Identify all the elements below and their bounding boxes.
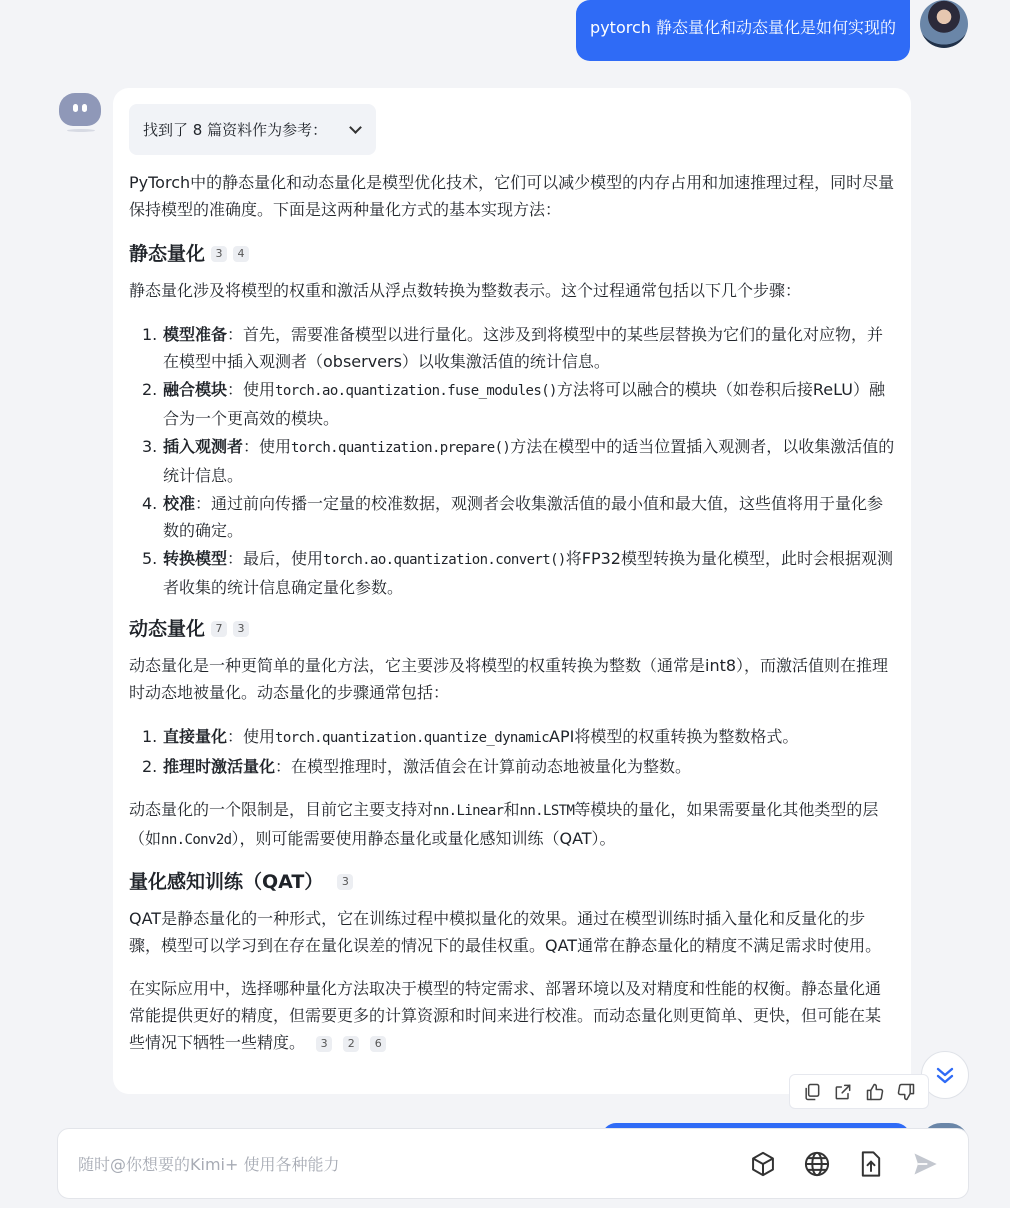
dynamic-description: 动态量化是一种更简单的量化方法，它主要涉及将模型的权重转换为整数（通常是int8），而激活值则在推理时动态地被量化。动态量化的步骤通常包括： (129, 656, 889, 702)
user-avatar[interactable] (920, 0, 968, 48)
globe-icon (803, 1150, 831, 1178)
list-item: 3. 插入观测者：使用torch.quantization.prepare()方法在模型中的适当位置插入观测者，以收集激活值的统计信息。 (142, 437, 895, 485)
inline-code: torch.quantization.quantize_dynamic (275, 730, 550, 746)
references-toggle[interactable] (129, 104, 376, 155)
list-item: 5. 转换模型：最后，使用torch.ao.quantization.convert()将FP32模型转换为量化模型，此时会根据观测者收集的统计信息确定量化参数。 (142, 549, 893, 597)
citation-badge[interactable]: 2 (343, 1036, 359, 1052)
section-heading-qat: 量化感知训练（QAT） 3 (129, 868, 895, 896)
message-actions-bar (789, 1074, 929, 1109)
thumbs-up-icon (865, 1082, 885, 1102)
inline-code: nn.Linear (433, 803, 504, 819)
citation-badge[interactable]: 3 (337, 874, 353, 890)
thumbs-down-icon (896, 1082, 916, 1102)
user-message-row (576, 0, 968, 61)
send-button[interactable] (910, 1149, 940, 1179)
upload-file-button[interactable] (856, 1149, 886, 1179)
list-item: 1. 模型准备：首先，需要准备模型以进行量化。这涉及到将模型中的某些层替换为它们的量化对应物，并在模型中插入观测者（observers）以收集激活值的统计信息。 (142, 325, 884, 371)
kimi-plus-button[interactable] (748, 1149, 778, 1179)
citation-badge[interactable]: 3 (233, 621, 249, 637)
citation-badge[interactable]: 6 (370, 1036, 386, 1052)
input-toolbar (724, 1149, 940, 1179)
references-label: 找到了 8 篇资料作为参考： (143, 121, 328, 139)
user-message-bubble: pytorch 静态量化和动态量化是如何实现的 (576, 0, 910, 61)
citation-badge[interactable]: 7 (211, 621, 227, 637)
share-icon (833, 1082, 853, 1102)
list-item: 4. 校准：通过前向传播一定量的校准数据，观测者会收集激活值的最小值和最大值，这些值将用于量化参数的确定。 (142, 494, 884, 540)
static-steps-list (129, 321, 895, 601)
chevron-down-icon (349, 121, 362, 134)
inline-code: torch.ao.quantization.fuse_modules() (275, 383, 557, 399)
citation-badge[interactable]: 3 (211, 246, 227, 262)
double-chevron-down-icon (933, 1063, 957, 1087)
static-description: 静态量化涉及将模型的权重和激活从浮点数转换为整数表示。这个过程通常包括以下几个步骤： (129, 281, 802, 300)
share-button[interactable] (832, 1081, 854, 1103)
file-upload-icon (858, 1150, 884, 1178)
section-heading-dynamic: 动态量化 7 3 (129, 615, 895, 643)
web-search-toggle[interactable] (802, 1149, 832, 1179)
inline-code: torch.ao.quantization.convert() (323, 552, 566, 568)
chat-input-placeholder[interactable]: 随时@你想要的Kimi+ 使用各种能力 (78, 1155, 340, 1174)
copy-button[interactable] (801, 1081, 823, 1103)
list-item: 2. 推理时激活量化：在模型推理时，激活值会在计算前动态地被量化为整数。 (142, 757, 692, 776)
conclusion-paragraph: 在实际应用中，选择哪种量化方法取决于模型的特定需求、部署环境以及对精度和性能的权衡。静态量化通常能提供更好的精度，但需要更多的计算资源和时间来进行校准。而动态量化则更简单、更快，但可能在某些情况下牺牲一些精度。 3 2 6 (129, 979, 882, 1052)
inline-code: nn.Conv2d (161, 832, 232, 848)
assistant-answer-card (113, 88, 911, 1094)
qat-description: QAT是静态量化的一种形式，它在训练过程中模拟量化的效果。通过在模型训练时插入量化和反量化的步骤，模型可以学习到在存在量化误差的情况下的最佳权重。QAT通常在静态量化的精度不满足需求时使用。 (129, 909, 882, 955)
list-item: 2. 融合模块：使用torch.ao.quantization.fuse_modules()方法将可以融合的模块（如卷积后接ReLU）融合为一个更高效的模块。 (142, 380, 885, 428)
dynamic-steps-list (129, 723, 895, 780)
cube-icon (749, 1150, 777, 1178)
chat-input-box[interactable] (57, 1128, 969, 1199)
section-heading-static: 静态量化 3 4 (129, 240, 895, 268)
dynamic-limitation-paragraph: 动态量化的一个限制是，目前它主要支持对nn.Linear和nn.LSTM等模块的量化，如果需要量化其他类型的层（如nn.Conv2d），则可能需要使用静态量化或量化感知训练（QAT）。 (129, 800, 879, 848)
inline-code: torch.quantization.prepare() (291, 440, 511, 456)
citation-badge[interactable]: 4 (233, 246, 249, 262)
list-item: 1. 直接量化：使用torch.quantization.quantize_dynamicAPI将模型的权重转换为整数格式。 (142, 727, 799, 746)
intro-paragraph: PyTorch中的静态量化和动态量化是模型优化技术，它们可以减少模型的内存占用和加速推理过程，同时尽量保持模型的准确度。下面是这两种量化方式的基本实现方法： (129, 173, 895, 219)
send-icon (911, 1150, 939, 1178)
like-button[interactable] (864, 1081, 886, 1103)
dislike-button[interactable] (895, 1081, 917, 1103)
assistant-avatar (59, 93, 102, 131)
inline-code: nn.LSTM (519, 803, 575, 819)
copy-icon (802, 1082, 822, 1102)
citation-badge[interactable]: 3 (316, 1036, 332, 1052)
